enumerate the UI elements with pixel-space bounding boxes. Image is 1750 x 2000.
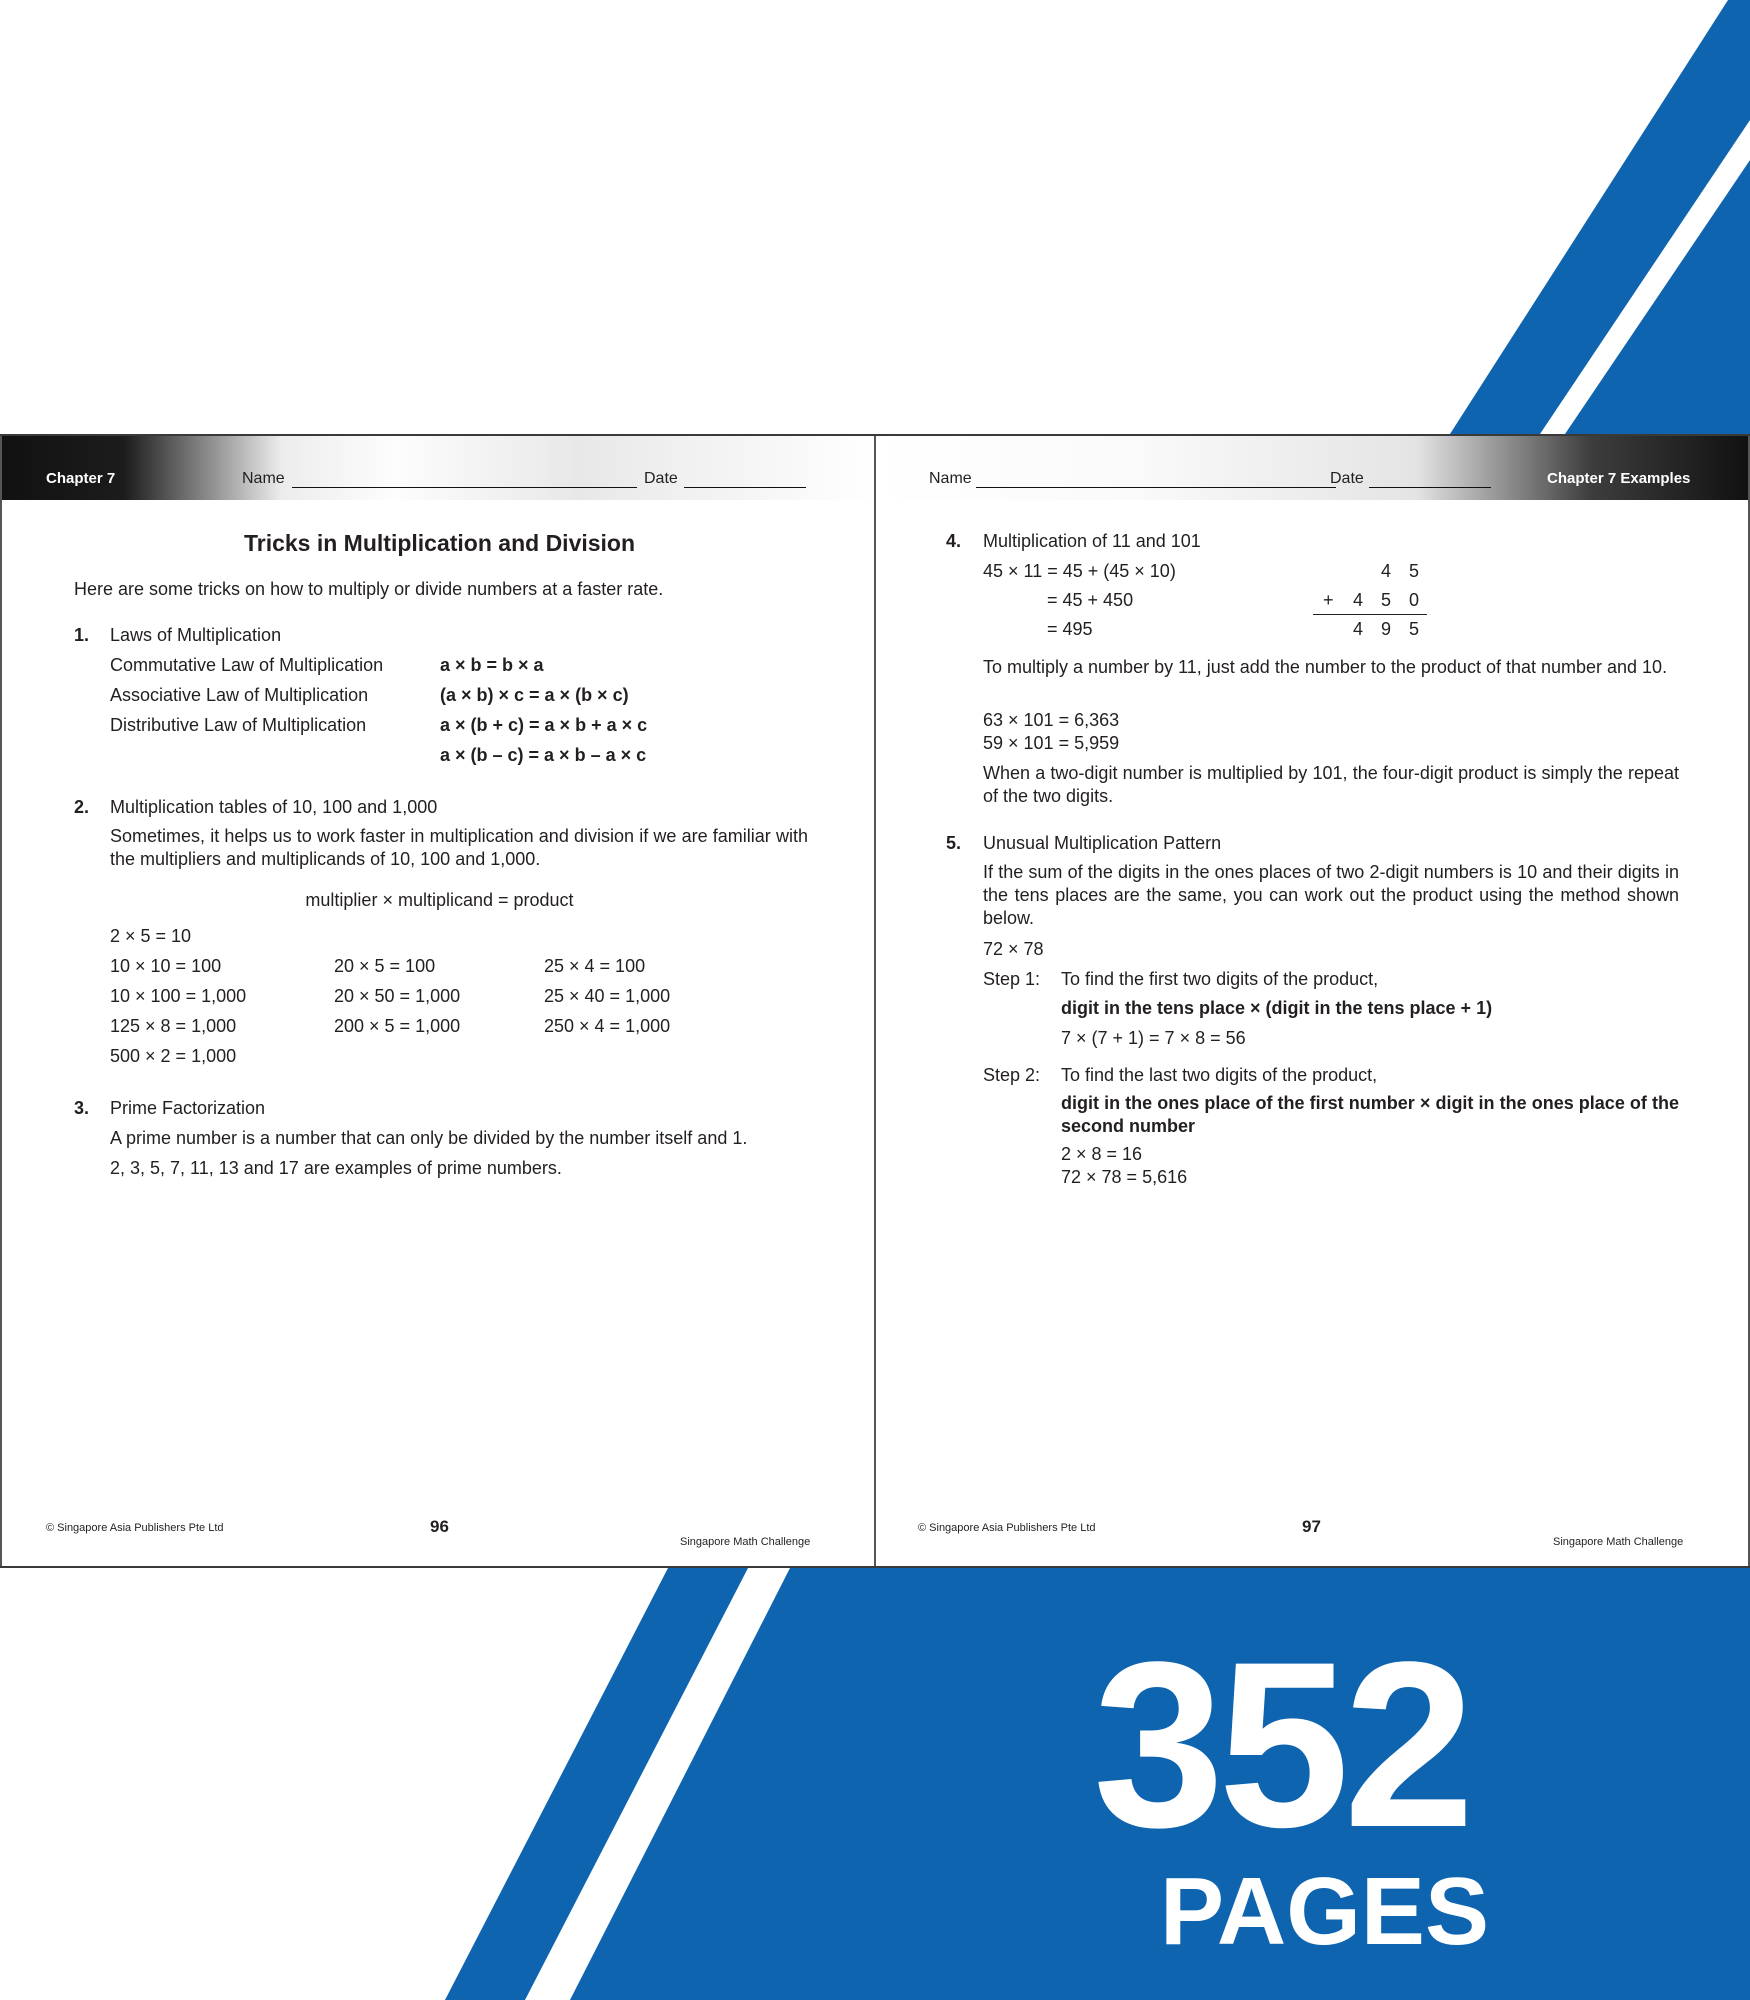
name-label: Name xyxy=(929,470,972,487)
table-cell: 20 × 5 = 100 xyxy=(334,956,436,976)
footer-series: Singapore Math Challenge xyxy=(1553,1536,1684,1548)
date-line xyxy=(1369,487,1491,488)
digit: 4 xyxy=(1353,590,1364,610)
section-heading: Prime Factorization xyxy=(110,1098,266,1118)
page-number: 96 xyxy=(430,1517,449,1536)
digit: 4 xyxy=(1353,619,1364,639)
sum-rule xyxy=(1313,614,1427,615)
chapter-label: Chapter 7 xyxy=(46,470,116,487)
section-number: 1. xyxy=(74,625,90,645)
footer-series: Singapore Math Challenge xyxy=(680,1536,811,1548)
digit: 5 xyxy=(1381,590,1392,610)
step-text: To find the last two digits of the product, xyxy=(1061,1065,1378,1085)
table-cell: 200 × 5 = 1,000 xyxy=(334,1016,461,1036)
step-text: To find the first two digits of the product, xyxy=(1061,969,1379,989)
section-number: 2. xyxy=(74,797,90,817)
table-cell: 125 × 8 = 1,000 xyxy=(110,1016,237,1036)
table-cell: 2 × 5 = 10 xyxy=(110,926,192,946)
digit: 0 xyxy=(1409,590,1420,610)
law-formula: a × (b + c) = a × b + a × c xyxy=(440,715,648,735)
date-line xyxy=(684,487,806,488)
step-label: Step 2: xyxy=(983,1065,1041,1085)
example-line: 59 × 101 = 5,959 xyxy=(983,733,1120,753)
example-line: 72 × 78 xyxy=(983,939,1044,959)
table-cell: 20 × 50 = 1,000 xyxy=(334,986,461,1006)
section-heading: Multiplication of 11 and 101 xyxy=(983,531,1201,551)
page-count-number: 352 xyxy=(1093,1613,1469,1877)
equation-line: = 495 xyxy=(1047,619,1093,639)
step-calc: 7 × (7 + 1) = 7 × 8 = 56 xyxy=(1061,1028,1246,1048)
plus-sign: + xyxy=(1323,590,1334,610)
tip-text: To multiply a number by 11, just add the number to the product of that number and 10. xyxy=(983,657,1668,677)
footer-copyright: © Singapore Asia Publishers Pte Ltd xyxy=(918,1522,1096,1534)
table-cell: 10 × 100 = 1,000 xyxy=(110,986,247,1006)
example-line: 63 × 101 = 6,363 xyxy=(983,710,1120,730)
table-cell: 25 × 40 = 1,000 xyxy=(544,986,671,1006)
section-heading: Laws of Multiplication xyxy=(110,625,282,645)
name-line xyxy=(976,487,1336,488)
digit: 5 xyxy=(1409,619,1420,639)
step-calc: 2 × 8 = 16 xyxy=(1061,1144,1143,1164)
table-cell: 25 × 4 = 100 xyxy=(544,956,646,976)
section-paragraph: Sometimes, it helps us to work faster in multiplication and division if we are familiar with the multipliers and multiplicands of 10, 100 and 1,000. xyxy=(110,826,808,869)
digit: 4 xyxy=(1381,561,1392,581)
step-calc: 72 × 78 = 5,616 xyxy=(1061,1167,1188,1187)
step-label: Step 1: xyxy=(983,969,1041,989)
law-name: Associative Law of Multiplication xyxy=(110,685,369,705)
page-count-label: PAGES xyxy=(1160,1858,1489,1965)
chapter-label: Chapter 7 Examples xyxy=(1547,470,1691,487)
law-name: Distributive Law of Multiplication xyxy=(110,715,367,735)
page-96 xyxy=(0,436,875,1566)
date-label: Date xyxy=(1330,470,1364,487)
footer-copyright: © Singapore Asia Publishers Pte Ltd xyxy=(46,1522,224,1534)
intro-text: Here are some tricks on how to multiply or divide numbers at a faster rate. xyxy=(74,579,664,599)
note-text: When a two-digit number is multiplied by 101, the four-digit product is simply the repeat of the two digits. xyxy=(983,763,1679,806)
equation-line: = 45 + 450 xyxy=(1047,590,1134,610)
date-label: Date xyxy=(644,470,678,487)
section-heading: Unusual Multiplication Pattern xyxy=(983,833,1222,853)
page-title: Tricks in Multiplication and Division xyxy=(243,530,636,556)
section-text: 2, 3, 5, 7, 11, 13 and 17 are examples of prime numbers. xyxy=(110,1158,562,1178)
page-header xyxy=(2,436,874,500)
table-cell: 10 × 10 = 100 xyxy=(110,956,222,976)
section-number: 5. xyxy=(946,833,962,853)
section-number: 4. xyxy=(946,531,962,551)
page-97 xyxy=(875,436,1750,1566)
formula-line: multiplier × multiplicand = product xyxy=(305,890,574,910)
name-line xyxy=(292,487,637,488)
step-rule: digit in the ones place of the first number × digit in the ones place of the second number xyxy=(1061,1093,1679,1136)
section-heading: Multiplication tables of 10, 100 and 1,000 xyxy=(110,797,438,817)
law-formula: a × (b – c) = a × b – a × c xyxy=(440,745,647,765)
book-spread xyxy=(0,434,1750,1568)
table-cell: 500 × 2 = 1,000 xyxy=(110,1046,237,1066)
law-formula: (a × b) × c = a × (b × c) xyxy=(440,685,629,705)
section-number: 3. xyxy=(74,1098,90,1118)
section-text: A prime number is a number that can only be divided by the number itself and 1. xyxy=(110,1128,748,1148)
digit: 9 xyxy=(1381,619,1392,639)
name-label: Name xyxy=(242,470,285,487)
table-cell: 250 × 4 = 1,000 xyxy=(544,1016,671,1036)
digit: 5 xyxy=(1409,561,1420,581)
equation-line: 45 × 11 = 45 + (45 × 10) xyxy=(983,561,1176,581)
page-number: 97 xyxy=(1302,1517,1321,1536)
section-paragraph: If the sum of the digits in the ones places of two 2-digit numbers is 10 and their digits in the tens places are the same, you can work out the product using the method shown below. xyxy=(983,862,1679,928)
page-header xyxy=(876,436,1748,500)
law-name: Commutative Law of Multiplication xyxy=(110,655,384,675)
step-rule: digit in the tens place × (digit in the tens place + 1) xyxy=(1061,998,1493,1018)
law-formula: a × b = b × a xyxy=(440,655,544,675)
